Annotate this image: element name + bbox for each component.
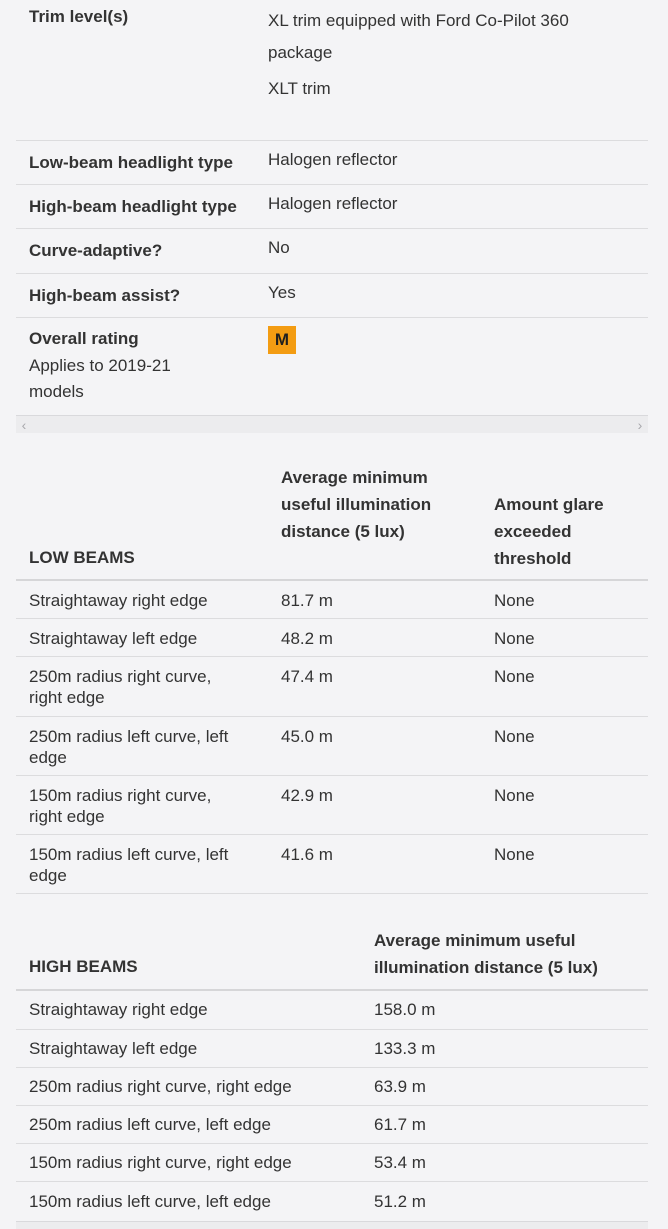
high-beams-distance-header: Average minimum useful illumination distance (5 lux) — [374, 931, 598, 977]
table-row — [16, 1067, 648, 1105]
trim-row — [16, 0, 648, 140]
curve-adaptive-row — [16, 228, 648, 273]
high-beam-type-label: High-beam headlight type — [29, 197, 237, 216]
position-cell: 250m radius right curve, right edge — [29, 667, 212, 707]
glare-cell: None — [494, 786, 535, 805]
trim-label: Trim level(s) — [29, 7, 129, 26]
distance-cell: 42.9 m — [281, 786, 333, 805]
position-cell: 150m radius left curve, left edge — [29, 845, 229, 885]
low-beam-type-row — [16, 140, 648, 184]
table-row — [16, 1181, 648, 1221]
high-beam-type-value: Halogen reflector — [268, 194, 398, 213]
position-cell: Straightaway right edge — [29, 1000, 208, 1019]
overall-rating-subtext: Applies to 2019-21 models — [29, 356, 171, 401]
position-cell: Straightaway right edge — [29, 591, 208, 610]
position-cell: 150m radius left curve, left edge — [29, 1192, 271, 1211]
distance-cell: 133.3 m — [374, 1039, 436, 1058]
distance-cell: 61.7 m — [374, 1115, 426, 1134]
table-row — [16, 618, 648, 656]
curve-adaptive-value: No — [268, 238, 290, 257]
table-row — [16, 1105, 648, 1143]
high-beam-assist-row — [16, 273, 648, 317]
position-cell: 150m radius right curve, right edge — [29, 1153, 292, 1172]
glare-cell: None — [494, 667, 535, 686]
distance-cell: 81.7 m — [281, 591, 333, 610]
distance-cell: 45.0 m — [281, 727, 333, 746]
table-row — [16, 716, 648, 775]
position-cell: 250m radius left curve, left edge — [29, 727, 229, 767]
chevron-right-icon[interactable]: › — [637, 417, 643, 433]
distance-cell: 41.6 m — [281, 845, 333, 864]
low-beams-table — [16, 460, 648, 894]
headlight-info-table — [16, 0, 648, 415]
glare-cell: None — [494, 845, 535, 864]
trim-value-1: XL trim equipped with Ford Co-Pilot 360 package — [268, 11, 569, 62]
table-row — [16, 1029, 648, 1067]
high-beam-assist-label: High-beam assist? — [29, 286, 181, 305]
curve-adaptive-label: Curve-adaptive? — [29, 241, 163, 260]
position-cell: 250m radius left curve, left edge — [29, 1115, 271, 1134]
horizontal-scrollbar[interactable] — [16, 415, 648, 433]
distance-cell: 47.4 m — [281, 667, 333, 686]
high-beams-table — [16, 925, 648, 1221]
table-row — [16, 991, 648, 1029]
low-beam-type-label: Low-beam headlight type — [29, 153, 234, 172]
table-row — [16, 834, 648, 894]
position-cell: Straightaway left edge — [29, 629, 198, 648]
table-row — [16, 656, 648, 716]
horizontal-scrollbar-bottom[interactable] — [16, 1221, 648, 1229]
table-row — [16, 581, 648, 619]
distance-cell: 53.4 m — [374, 1153, 426, 1172]
high-beam-type-row — [16, 184, 648, 228]
high-beams-title: HIGH BEAMS — [29, 957, 138, 976]
chevron-left-icon[interactable]: ‹ — [21, 417, 27, 433]
distance-cell: 51.2 m — [374, 1192, 426, 1211]
high-beam-assist-value: Yes — [268, 283, 296, 302]
distance-cell: 63.9 m — [374, 1077, 426, 1096]
table-row — [16, 775, 648, 834]
low-beam-type-value: Halogen reflector — [268, 150, 398, 169]
table-row — [16, 1143, 648, 1181]
distance-cell: 48.2 m — [281, 629, 333, 648]
glare-cell: None — [494, 591, 535, 610]
glare-cell: None — [494, 727, 535, 746]
low-beams-distance-header: Average minimum useful illumination distance (5 lux) — [281, 468, 432, 541]
position-cell: 250m radius right curve, right edge — [29, 1077, 292, 1096]
position-cell: 150m radius right curve, right edge — [29, 786, 212, 826]
position-cell: Straightaway left edge — [29, 1039, 198, 1058]
glare-cell: None — [494, 629, 535, 648]
distance-cell: 158.0 m — [374, 1000, 436, 1019]
overall-rating-label: Overall rating — [29, 329, 139, 348]
low-beams-title: LOW BEAMS — [29, 548, 135, 567]
trim-value-2: XLT trim — [268, 79, 331, 98]
overall-rating-row — [16, 317, 648, 415]
low-beams-glare-header: Amount glare exceeded threshold — [494, 495, 604, 568]
rating-badge: M — [268, 326, 296, 354]
